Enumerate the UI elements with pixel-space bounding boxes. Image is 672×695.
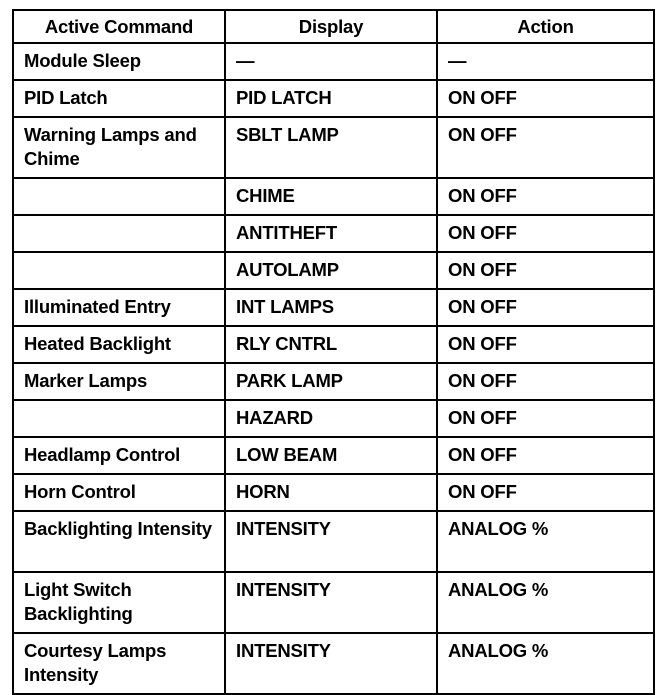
cell-action: ON OFF [437, 437, 654, 474]
cell-display: — [225, 43, 437, 80]
cell-display: RLY CNTRL [225, 326, 437, 363]
cell-command: Warning Lamps and Chime [13, 117, 225, 178]
cell-command [13, 400, 225, 437]
table-row [13, 178, 654, 215]
cell-command: Light Switch Backlighting [13, 572, 225, 633]
cell-action: ANALOG % [437, 572, 654, 633]
cell-display: CHIME [225, 178, 437, 215]
cell-command: Horn Control [13, 474, 225, 511]
cell-command: Heated Backlight [13, 326, 225, 363]
cell-action: ON OFF [437, 363, 654, 400]
cell-action: ON OFF [437, 326, 654, 363]
table-row [13, 326, 654, 363]
table-row [13, 215, 654, 252]
table-row [13, 43, 654, 80]
cell-command: Marker Lamps [13, 363, 225, 400]
cell-display: INT LAMPS [225, 289, 437, 326]
cell-command: Module Sleep [13, 43, 225, 80]
table-header-row [13, 10, 654, 43]
table-row [13, 363, 654, 400]
cell-action: ANALOG % [437, 633, 654, 694]
cell-action: ANALOG % [437, 511, 654, 572]
cell-command: Backlighting Intensity [13, 511, 225, 572]
cell-display: AUTOLAMP [225, 252, 437, 289]
cell-action: ON OFF [437, 117, 654, 178]
command-table-container [12, 9, 653, 685]
cell-command [13, 252, 225, 289]
cell-display: LOW BEAM [225, 437, 437, 474]
cell-command: Headlamp Control [13, 437, 225, 474]
table-row [13, 80, 654, 117]
cell-action: ON OFF [437, 178, 654, 215]
cell-action: — [437, 43, 654, 80]
cell-display: HORN [225, 474, 437, 511]
cell-display: SBLT LAMP [225, 117, 437, 178]
table-row [13, 252, 654, 289]
cell-command: Courtesy Lamps Intensity [13, 633, 225, 694]
table-row [13, 474, 654, 511]
table-row [13, 572, 654, 633]
cell-command: PID Latch [13, 80, 225, 117]
table-row [13, 289, 654, 326]
table-body [13, 43, 654, 694]
cell-action: ON OFF [437, 289, 654, 326]
cell-display: INTENSITY [225, 572, 437, 633]
cell-action: ON OFF [437, 252, 654, 289]
cell-command: Illuminated Entry [13, 289, 225, 326]
cell-display: INTENSITY [225, 633, 437, 694]
cell-display: PARK LAMP [225, 363, 437, 400]
cell-display: INTENSITY [225, 511, 437, 572]
cell-action: ON OFF [437, 215, 654, 252]
table-row [13, 437, 654, 474]
cell-action: ON OFF [437, 400, 654, 437]
cell-command [13, 178, 225, 215]
header-action: Action [437, 10, 654, 43]
active-command-table [12, 9, 655, 695]
cell-command [13, 215, 225, 252]
table-row [13, 117, 654, 178]
header-active-command: Active Command [13, 10, 225, 43]
cell-display: HAZARD [225, 400, 437, 437]
cell-action: ON OFF [437, 474, 654, 511]
table-row [13, 400, 654, 437]
table-row [13, 511, 654, 572]
cell-display: ANTITHEFT [225, 215, 437, 252]
header-display: Display [225, 10, 437, 43]
cell-action: ON OFF [437, 80, 654, 117]
table-row [13, 633, 654, 694]
cell-display: PID LATCH [225, 80, 437, 117]
